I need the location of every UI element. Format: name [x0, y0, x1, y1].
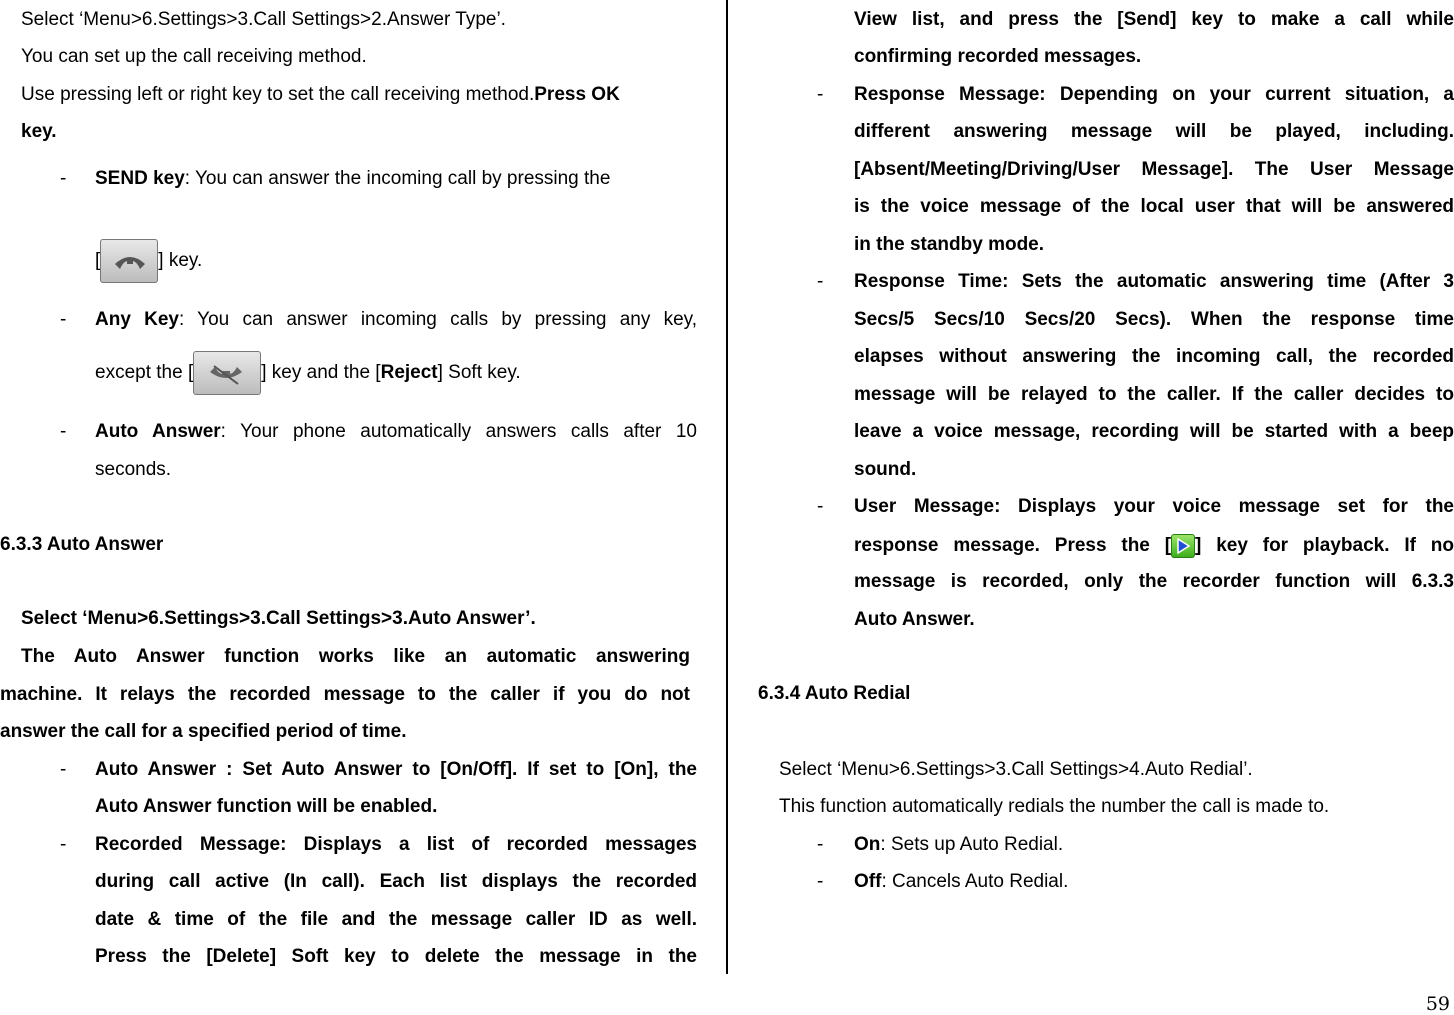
response-time-item: leave a voice message, recording will be started with a beep	[854, 421, 1454, 442]
recorded-message-cont: confirming recorded messages.	[854, 46, 1142, 67]
auto-answer-para: answer the call for a specified period of time.	[0, 721, 407, 742]
auto-answer-setting-item-cont: Auto Answer function will be enabled.	[95, 796, 438, 817]
auto-answer-item: Auto Answer: Your phone automatically answers calls after 10	[95, 421, 697, 442]
bullet-dash: -	[817, 871, 824, 892]
answer-type-select-path: Select ‘Menu>6.Settings>3.Call Settings>2.Answer Type’.	[21, 9, 506, 30]
send-key-phone-icon	[100, 239, 158, 283]
response-time-item: message will be relayed to the caller. If the caller decides to	[854, 384, 1454, 405]
page-number: 59	[1425, 993, 1450, 1015]
send-key-item: SEND key: You can answer the incoming call by pressing the	[95, 168, 611, 189]
end-key-phone-icon	[193, 351, 261, 395]
bullet-dash: -	[60, 759, 67, 780]
bullet-dash: -	[817, 84, 824, 105]
auto-redial-on-item: On: Sets up Auto Redial.	[854, 834, 1064, 855]
play-key-icon	[1171, 534, 1195, 558]
answer-type-instruction-end: key.	[21, 121, 57, 142]
auto-answer-para: machine. It relays the recorded message to the caller if you do not	[0, 684, 690, 705]
bullet-dash: -	[60, 834, 67, 855]
auto-answer-setting-item: Auto Answer : Set Auto Answer to [On/Off]. If set to [On], the	[95, 759, 697, 780]
bullet-dash: -	[817, 271, 824, 292]
auto-answer-select-path: Select ‘Menu>6.Settings>3.Call Settings>3.Auto Answer’.	[21, 608, 536, 629]
recorded-message-item: during call active (In call). Each list displays the recorded	[95, 871, 697, 892]
response-time-item: Response Time: Sets the automatic answering time (After 3	[854, 271, 1454, 292]
auto-redial-select-path: Select ‘Menu>6.Settings>3.Call Settings>4.Auto Redial’.	[779, 759, 1253, 780]
response-time-item: Secs/5 Secs/10 Secs/20 Secs). When the response time	[854, 309, 1454, 330]
recorded-message-item: Recorded Message: Displays a list of recorded messages	[95, 834, 697, 855]
any-key-item: Any Key: You can answer incoming calls by pressing any key,	[95, 309, 698, 330]
auto-answer-item-cont: seconds.	[95, 459, 172, 480]
send-key-item-cont: [ ] key.	[95, 238, 202, 284]
response-message-item: Response Message: Depending on your current situation, a	[854, 84, 1454, 105]
recorded-message-item: Press the [Delete] Soft key to delete the message in the	[95, 946, 697, 967]
auto-answer-para: The Auto Answer function works like an automatic answering	[21, 646, 690, 667]
auto-redial-desc: This function automatically redials the number the call is made to.	[779, 796, 1330, 817]
answer-type-instruction: Use pressing left or right key to set the call receiving method.Press OK	[21, 84, 620, 105]
column-divider	[726, 0, 728, 974]
section-heading-auto-redial: 6.3.4 Auto Redial	[758, 683, 911, 704]
section-heading-auto-answer: 6.3.3 Auto Answer	[0, 534, 164, 555]
response-message-item: different answering message will be played, including.	[854, 121, 1454, 142]
response-message-item: is the voice message of the local user that will be answered	[854, 196, 1454, 217]
bullet-dash: -	[817, 496, 824, 517]
bullet-dash: -	[60, 309, 67, 330]
user-message-item: Auto Answer.	[854, 609, 975, 630]
recorded-message-cont: View list, and press the [Send] key to make a call while	[854, 9, 1454, 30]
any-key-item-cont: except the [ ] key and the [Reject] Soft key.	[95, 350, 521, 396]
response-time-item: elapses without answering the incoming call, the recorded	[854, 346, 1454, 367]
response-time-item: sound.	[854, 459, 917, 480]
bullet-dash: -	[817, 834, 824, 855]
user-message-item: User Message: Displays your voice message set for the	[854, 496, 1454, 517]
bullet-dash: -	[60, 168, 67, 189]
user-message-item: message is recorded, only the recorder function will 6.3.3	[854, 571, 1454, 592]
recorded-message-item: date & time of the file and the message caller ID as well.	[95, 909, 697, 930]
bullet-dash: -	[60, 421, 67, 442]
response-message-item: in the standby mode.	[854, 234, 1045, 255]
answer-type-desc: You can set up the call receiving method.	[21, 46, 367, 67]
auto-redial-off-item: Off: Cancels Auto Redial.	[854, 871, 1069, 892]
response-message-item: [Absent/Meeting/Driving/User Message]. The User Message	[854, 159, 1454, 180]
user-message-item: response message. Press the [ ] key for playback. If no	[854, 535, 1454, 557]
